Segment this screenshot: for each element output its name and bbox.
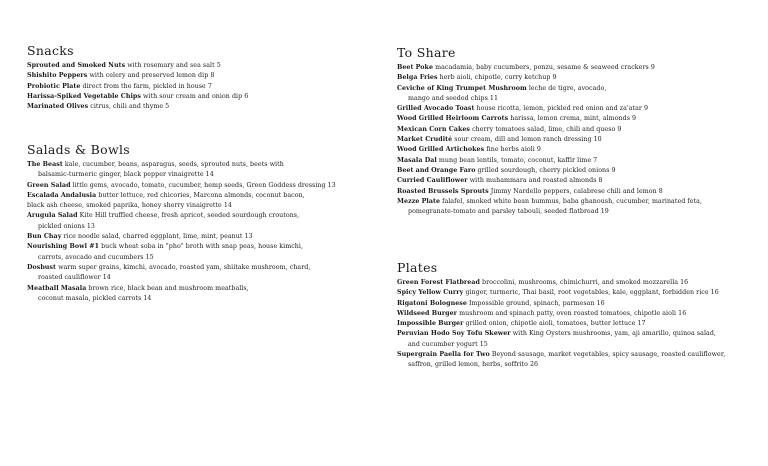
to-share-section xyxy=(397,45,747,217)
menu-item xyxy=(397,73,747,83)
menu-item-name: Harissa-Spiked Vegetable Chips xyxy=(27,92,141,100)
menu-item-description: leche de tigre, avocado, xyxy=(528,84,607,92)
menu-item-description: with muhammara and roasted almonds 8 xyxy=(469,177,603,185)
menu-item xyxy=(397,299,747,309)
menu-item xyxy=(397,350,747,371)
menu-item-description-continued: carrots, avocado and cucumbers 15 xyxy=(38,253,154,261)
section-title: Snacks xyxy=(27,43,74,58)
menu-item xyxy=(397,104,747,114)
menu-item-name: Market Crudité xyxy=(397,136,453,144)
menu-item xyxy=(397,187,747,197)
menu-item xyxy=(27,82,377,92)
menu-item xyxy=(397,145,747,155)
menu-item-description: broccolini, mushrooms, chimichurri, and smoked mozzarella 16 xyxy=(482,279,689,286)
menu-item xyxy=(397,278,747,288)
menu-item-description: little gems, avocado, tomato, cucumber, hemp seeds, Green Goddess dressing 13 xyxy=(72,181,336,189)
menu-item-name: Rigatoni Bolognese xyxy=(397,299,467,307)
menu-item xyxy=(27,232,377,242)
menu-item-description: mung bean lentils, tomato, coconut, kaffir lime 7 xyxy=(438,156,598,164)
menu-item-description: ginger, turmeric, Thai basil, root vegetables, kale, eggplant, forbidden rice 16 xyxy=(465,289,719,297)
menu-item xyxy=(27,263,377,284)
menu-item xyxy=(27,211,377,232)
menu-item-name: Probiotic Plate xyxy=(27,82,81,90)
menu-item-description: with celery and preserved lemon dip 8 xyxy=(89,72,215,80)
menu-item-description: grilled sourdough, cherry pickled onions 9 xyxy=(477,166,616,174)
menu-item-name: Grilled Avocado Toast xyxy=(397,105,475,113)
menu-item-description: fine herbs aioli 9 xyxy=(486,146,541,154)
menu-item-name: Green Forest Flatbread xyxy=(397,279,480,286)
menu-item xyxy=(397,125,747,135)
menu-item-description: falafel, smoked white bean hummus, baba ghanoush, cucumber, marinated feta, xyxy=(442,197,702,205)
menu-item-description-continued: pickled onions 13 xyxy=(38,222,95,230)
menu-item-description-continued: balsamic-turmeric ginger, black pepper vinaigrette 14 xyxy=(38,171,214,179)
menu-item-description: with rosemary and sea salt 5 xyxy=(127,62,221,69)
menu-item xyxy=(27,92,377,102)
menu-item xyxy=(27,284,377,305)
menu-item xyxy=(27,71,377,81)
menu-item xyxy=(397,176,747,186)
menu-item-name: Green Salad xyxy=(27,181,71,189)
menu-item-name: Supergrain Paella for Two xyxy=(397,351,490,359)
menu-item-name: Belga Fries xyxy=(397,74,438,82)
section-title: Salads & Bowls xyxy=(27,142,130,157)
menu-item xyxy=(397,288,747,298)
menu-item-name: Marinated Olives xyxy=(27,103,89,111)
plates-section xyxy=(397,260,747,371)
menu-item-description: sour cream, dill and lemon ranch dressing 10 xyxy=(454,136,602,144)
salads-bowls-section xyxy=(27,142,377,304)
menu-item xyxy=(397,197,747,218)
menu-item-name: Mexican Corn Cakes xyxy=(397,125,471,133)
menu-item-description: macadamia, baby cucumbers, ponzu, sesame & seaweed crackers 9 xyxy=(435,64,655,71)
menu-item-name: Roasted Brussels Sprouts xyxy=(397,187,489,195)
menu-item-name: Beet and Orange Faro xyxy=(397,166,476,174)
section-title: Plates xyxy=(397,260,438,275)
menu-item xyxy=(397,329,747,350)
menu-item xyxy=(27,160,377,181)
menu-item xyxy=(397,309,747,319)
menu-item-name: Meatball Masala xyxy=(27,284,87,292)
section-title: To Share xyxy=(397,45,456,60)
menu-item-description: butter lettuce, red chicories, Marcona almonds, coconut bacon, xyxy=(98,191,305,199)
menu-item-description: herb aioli, chipotle, curry ketchup 9 xyxy=(439,74,557,82)
menu-item-name: Wildseed Burger xyxy=(397,309,457,317)
menu-item-name: Impossible Burger xyxy=(397,320,464,328)
menu-item-description: cherry tomatoes salad, lime, chili and queso 9 xyxy=(472,125,622,133)
menu-item xyxy=(27,191,377,201)
menu-item-description: Kite Hill truffled cheese, fresh apricot, seeded sourdough croutons, xyxy=(79,212,300,220)
menu-item-name: Peruvian Hodo Soy Tofu Skewer xyxy=(397,330,511,338)
menu-item-description: kale, cucumber, beans, asparagus, seeds, sprouted nuts, beets with xyxy=(64,161,284,168)
menu-item-name: Masala Dal xyxy=(397,156,437,164)
menu-item-name: Bun Chay xyxy=(27,233,62,241)
menu-item-description: mushroom and spinach patty, oven roasted tomatoes, chipotle aioli 16 xyxy=(459,309,687,317)
menu-item-description: Jimmy Nardello peppers, calabrese chili and lemon 8 xyxy=(490,187,663,195)
menu-item-description-continued: and cucumber yogurt 15 xyxy=(408,340,488,348)
menu-item xyxy=(27,181,377,191)
menu-item xyxy=(397,319,747,329)
menu-item xyxy=(397,135,747,145)
menu-item-name: Wood Grilled Heirloom Carrots xyxy=(397,115,509,123)
menu-item xyxy=(397,63,747,73)
menu-item-name: Sprouted and Smoked Nuts xyxy=(27,62,126,69)
menu-item-description-continued: saffron, grilled lemon, herbs, soffrito 26 xyxy=(408,361,539,369)
menu-item-description: direct from the farm, pickled in house 7 xyxy=(82,82,212,90)
menu-item-description-continued: roasted cauliflower 14 xyxy=(38,274,111,282)
menu-item-name: Beet Poke xyxy=(397,64,434,71)
menu-item xyxy=(27,102,377,112)
menu-item-description: house ricotta, lemon, pickled red onion and za'atar 9 xyxy=(476,105,649,113)
menu-item-name: Spicy Yellow Curry xyxy=(397,289,464,297)
menu-item-description: Beyond sausage, market vegetables, spicy sausage, roasted cauliflower, xyxy=(491,351,726,359)
menu-item-name: Dosbust xyxy=(27,263,56,271)
menu-item-description: warm super grains, kimchi, avocado, roasted yam, shiitake mushroom, chard, xyxy=(58,263,311,271)
menu-item-name: Escalada Andalusia xyxy=(27,191,97,199)
menu-item-name: Nourishing Bowl #1 xyxy=(27,243,100,251)
menu-item xyxy=(397,166,747,176)
menu-item-name: Ceviche of King Trumpet Mushroom xyxy=(397,84,527,92)
menu-item-name: Shishito Peppers xyxy=(27,72,88,80)
menu-item-description: citrus, chili and thyme 5 xyxy=(90,103,170,111)
menu-item-description-continued: mango and seeded chips 11 xyxy=(408,94,499,102)
menu-item-description: harissa, lemon crema, mint, almonds 9 xyxy=(510,115,637,123)
menu-item-name: Curried Cauliflower xyxy=(397,177,468,185)
menu-item xyxy=(397,156,747,166)
menu-item-name: Wood Grilled Artichokes xyxy=(397,146,485,154)
menu-item-name: Arugula Salad xyxy=(27,212,78,220)
menu-item-description: with King Oysters mushrooms, yam, aji amarillo, quinoa salad, xyxy=(512,330,716,338)
menu-item-description-continued: pomegranate-tomato and parsley tabouli, seeded flatbread 19 xyxy=(408,208,609,216)
menu-item xyxy=(27,242,377,263)
menu-item-description: grilled onion, chipotle aioli, tomatoes, butter lettuce 17 xyxy=(465,320,646,328)
menu-item-description: Impossible ground, spinach, parmesan 16 xyxy=(469,299,605,307)
menu-item-description: rice noodle salad, charred eggplant, lime, mint, peanut 13 xyxy=(63,233,253,241)
menu-item-name: Mezze Plate xyxy=(397,197,440,205)
menu-item xyxy=(397,84,747,105)
menu-item-description: buck wheat soba in "pho" broth with snap peas, house kimchi, xyxy=(101,243,304,251)
menu-item-description: brown rice, black bean and mushroom meatballs, xyxy=(88,284,249,292)
menu-item-description-continued: coconut masala, pickled carrots 14 xyxy=(38,294,152,302)
menu-item xyxy=(397,114,747,124)
menu-item-description: black ash cheese, smoked paprika, honey sherry vinaigrette 14 xyxy=(27,202,232,210)
menu-item-name: The Beast xyxy=(27,161,63,168)
menu-item-description: with sour cream and onion dip 6 xyxy=(143,92,249,100)
snacks-section xyxy=(27,43,377,112)
menu-item xyxy=(27,61,377,71)
menu-item xyxy=(27,201,377,211)
